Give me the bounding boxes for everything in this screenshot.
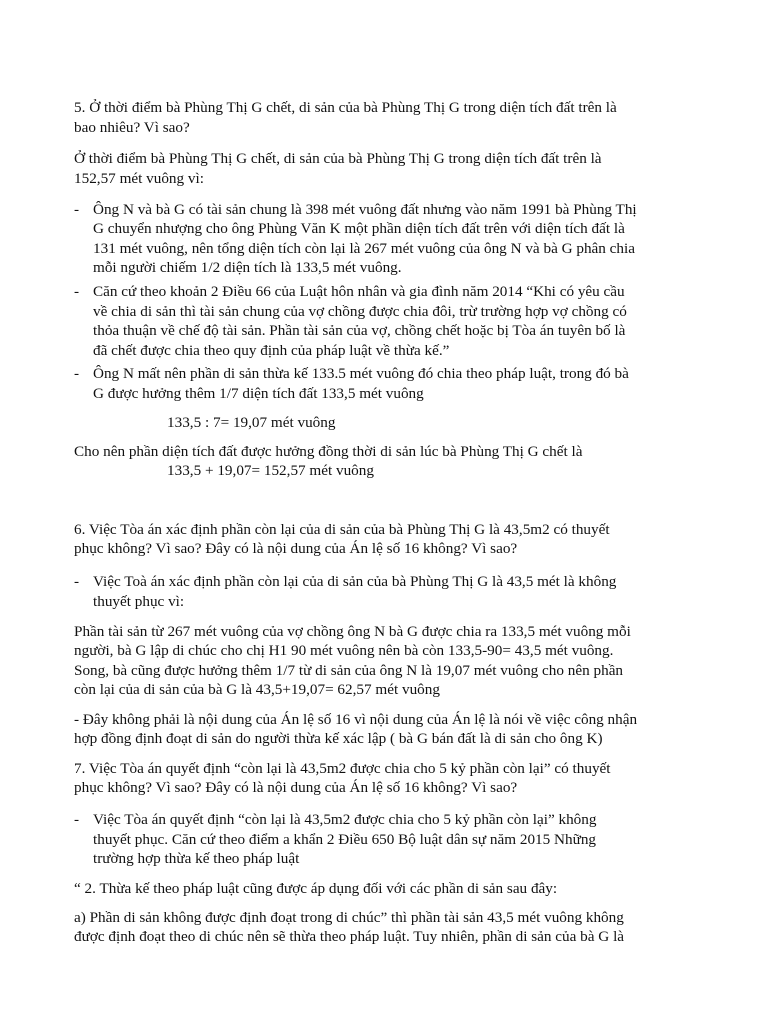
q5-bullet-2-line-4: đã chết được chia theo quy định của pháp luật về thừa kế.” [93,342,450,359]
bullet-marker: - [74,365,80,382]
q5-bullet-2-line-2: về chia di sản thì tài sản chung của vợ chồng được chia đôi, trừ trường hợp vợ chồng có [93,303,627,320]
q5-calculation-1: 133,5 : 7= 19,07 mét vuông [167,414,336,431]
q5-question-line-1: 5. Ở thời điểm bà Phùng Thị G chết, di sản của bà Phùng Thị G trong diện tích đất trên là [74,99,617,116]
q5-question-line-2: bao nhiêu? Vì sao? [74,119,190,136]
q7-law-quote: “ 2. Thừa kế theo pháp luật cũng được áp dụng đối với các phần di sản sau đây: [74,880,558,897]
bullet-marker: - [74,811,80,828]
q5-bullet-3-line-2: G được hưởng thêm 1/7 diện tích đất 133,5 mét vuông [93,385,424,402]
q6-paragraph-line-4: còn lại của di sản của bà G là 43,5+19,07= 62,57 mét vuông [74,681,440,698]
q7-paragraph-line-1: a) Phần di sản không được định đoạt trong di chúc” thì phần tài sản 43,5 mét vuông không [74,909,624,926]
q6-paragraph-line-1: Phần tài sản từ 267 mét vuông của vợ chồng ông N bà G được chia ra 133,5 mét vuông mỗi [74,623,631,640]
bullet-marker: - [74,573,80,590]
q6-paragraph-line-2: người, bà G lập di chúc cho chị H1 90 mét vuông nên bà còn 133,5-90= 43,5 mét vuông. [74,642,614,659]
q5-bullet-1-line-2: G chuyển nhượng cho ông Phùng Văn K một phần diện tích đất trên với diện tích đất là [93,220,625,237]
q5-bullet-2-line-1: Căn cứ theo khoản 2 Điều 66 của Luật hôn nhân và gia đình năm 2014 “Khi có yêu cầu [93,283,625,300]
q6-paragraph-line-3: Song, bà cũng được hưởng thêm 1/7 từ di sản của ông N là 19,07 mét vuông cho nên phần [74,662,624,679]
q6-question-line-1: 6. Việc Tòa án xác định phần còn lại của di sản của bà Phùng Thị G là 43,5m2 có thuyết [74,521,610,538]
q5-answer-intro-line-2: 152,57 mét vuông vì: [74,170,204,187]
q7-bullet-line-3: trường hợp thừa kế theo pháp luật [93,850,300,867]
q7-question-line-1: 7. Việc Tòa án quyết định “còn lại là 43,5m2 được chia cho 5 kỷ phần còn lại” có thuyết [74,760,611,777]
q7-bullet-line-2: thuyết phục. Căn cứ theo điểm a khẩn 2 Điều 650 Bộ luật dân sự năm 2015 Những [93,831,597,848]
q5-calculation-2: 133,5 + 19,07= 152,57 mét vuông [167,462,374,479]
bullet-marker: - [74,201,80,218]
q5-conclusion: Cho nên phần diện tích đất được hưởng đồng thời di sản lúc bà Phùng Thị G chết là [74,443,583,460]
q5-bullet-3-line-1: Ông N mất nên phần di sản thừa kế 133.5 mét vuông đó chia theo pháp luật, trong đó bà [93,365,629,382]
q5-bullet-1-line-3: 131 mét vuông, nên tổng diện tích còn lại là 267 mét vuông của ông N và bà G phân chia [93,240,635,257]
q6-bullet-line-1: Việc Toà án xác định phần còn lại của di sản của bà Phùng Thị G là 43,5 mét là không [93,573,617,590]
q6-note-line-2: hợp đồng định đoạt di sản do người thừa kế xác lập ( bà G bán đất là di sản cho ông K) [74,730,603,747]
q6-note-line-1: - Đây không phải là nội dung của Án lệ số 16 vì nội dung của Án lệ là nói về việc công nhận [74,711,638,728]
q5-bullet-1-line-4: mỗi người chiếm 1/2 diện tích là 133,5 mét vuông. [93,259,402,276]
q7-bullet-line-1: Việc Tòa án quyết định “còn lại là 43,5m2 được chia cho 5 kỷ phần còn lại” không [93,811,597,828]
q5-bullet-2-line-3: thỏa thuận về chế độ tài sản. Phần tài sản của vợ, chồng chết hoặc bị Tòa án tuyên bố là [93,322,626,339]
q6-bullet-line-2: thuyết phục vì: [93,593,185,610]
q7-question-line-2: phục không? Vì sao? Đây có là nội dung của Án lệ số 16 không? Vì sao? [74,779,518,796]
q7-paragraph-line-2: được định đoạt theo di chúc nên sẽ thừa theo pháp luật. Tuy nhiên, phần di sản của bà G là [74,928,625,945]
bullet-marker: - [74,283,80,300]
q6-question-line-2: phục không? Vì sao? Đây có là nội dung của Án lệ số 16 không? Vì sao? [74,540,518,557]
q5-bullet-1-line-1: Ông N và bà G có tài sản chung là 398 mét vuông đất nhưng vào năm 1991 bà Phùng Thị [93,201,637,218]
q5-answer-intro-line-1: Ở thời điểm bà Phùng Thị G chết, di sản của bà Phùng Thị G trong diện tích đất trên là [74,150,602,167]
